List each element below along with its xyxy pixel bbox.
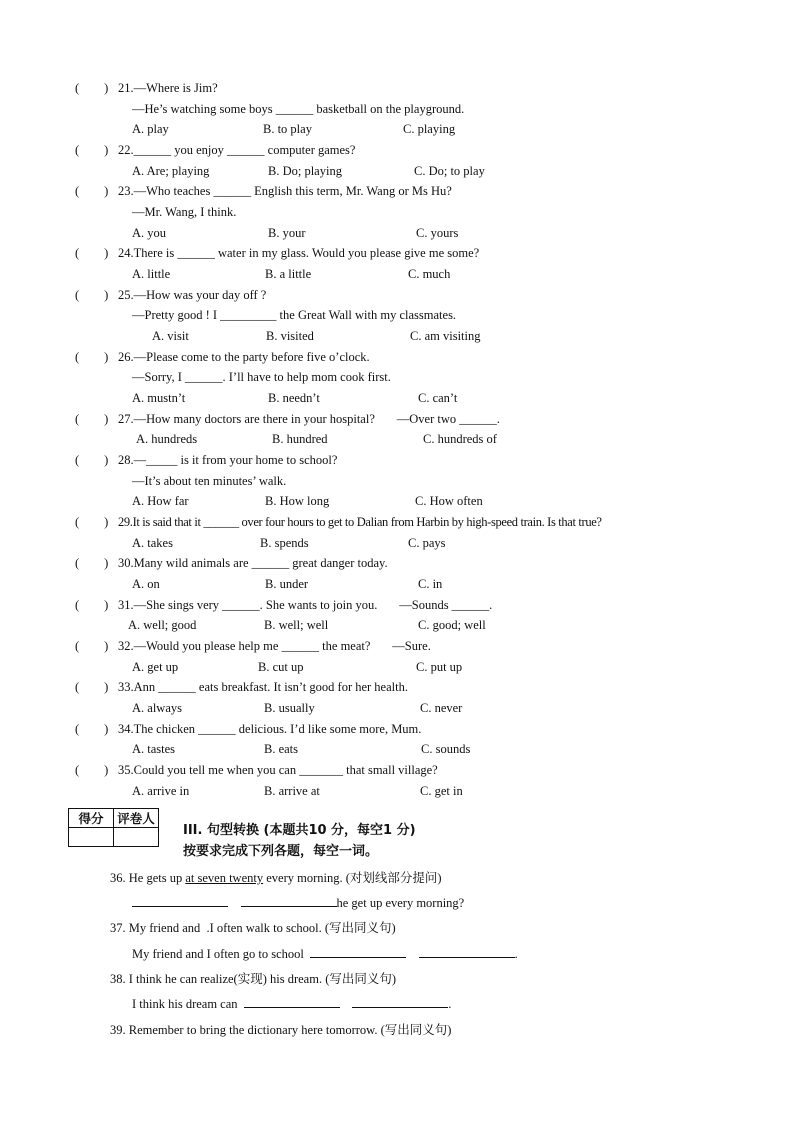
question-25-stem: 25.—How was your day off ? bbox=[118, 288, 267, 302]
option-33-a[interactable]: A. always bbox=[132, 701, 182, 715]
option-22-c[interactable]: C. Do; to play bbox=[414, 164, 485, 178]
question-34-stem: 34.The chicken ______ delicious. I’d like some more, Mum. bbox=[118, 722, 422, 736]
answer-paren-23[interactable]: ( ) bbox=[75, 184, 109, 198]
answer-paren-34[interactable]: ( ) bbox=[75, 722, 109, 736]
option-25-c[interactable]: C. am visiting bbox=[410, 329, 481, 343]
answer-paren-32[interactable]: ( ) bbox=[75, 639, 109, 653]
option-27-a[interactable]: A. hundreds bbox=[136, 432, 198, 446]
option-24-c[interactable]: C. much bbox=[408, 267, 451, 281]
question-23-stem: 23.—Who teaches ______ English this term, Mr. Wang or Ms Hu? bbox=[118, 184, 452, 198]
question-24-stem: 24.There is ______ water in my glass. Would you please give me some? bbox=[118, 246, 480, 260]
option-35-b[interactable]: B. arrive at bbox=[264, 784, 320, 798]
answer-paren-27[interactable]: ( ) bbox=[75, 412, 109, 426]
option-28-b[interactable]: B. How long bbox=[265, 494, 330, 508]
answer-blank[interactable] bbox=[419, 946, 515, 958]
option-25-b[interactable]: B. visited bbox=[266, 329, 314, 343]
option-31-b[interactable]: B. well; well bbox=[264, 618, 329, 632]
option-28-a[interactable]: A. How far bbox=[132, 494, 189, 508]
option-31-c[interactable]: C. good; well bbox=[418, 618, 486, 632]
question-37: 37. My friend and .I often walk to school. (写出同义句) bbox=[110, 921, 396, 935]
option-28-c[interactable]: C. How often bbox=[415, 494, 483, 508]
answer-blank[interactable] bbox=[241, 895, 337, 907]
option-27-c[interactable]: C. hundreds of bbox=[423, 432, 497, 446]
answer-paren-30[interactable]: ( ) bbox=[75, 556, 109, 570]
option-35-a[interactable]: A. arrive in bbox=[132, 784, 190, 798]
option-30-c[interactable]: C. in bbox=[418, 577, 443, 591]
option-24-a[interactable]: A. little bbox=[132, 267, 171, 281]
option-22-a[interactable]: A. Are; playing bbox=[132, 164, 210, 178]
question-30-stem: 30.Many wild animals are ______ great danger today. bbox=[118, 556, 388, 570]
question-28-line2: —It’s about ten minutes’ walk. bbox=[132, 474, 287, 488]
question-22-stem: 22.______ you enjoy ______ computer games? bbox=[118, 143, 356, 157]
option-32-c[interactable]: C. put up bbox=[416, 660, 463, 674]
option-33-c[interactable]: C. never bbox=[420, 701, 463, 715]
answer-paren-28[interactable]: ( ) bbox=[75, 453, 109, 467]
question-26-line2: —Sorry, I ______. I’ll have to help mom cook first. bbox=[132, 370, 391, 384]
question-25-line2: —Pretty good ! I _________ the Great Wall with my classmates. bbox=[132, 308, 457, 322]
grader-cell[interactable] bbox=[114, 828, 159, 847]
option-30-a[interactable]: A. on bbox=[132, 577, 160, 591]
underlined-phrase: at seven twenty bbox=[185, 871, 264, 885]
option-25-a[interactable]: A. visit bbox=[152, 329, 189, 343]
option-29-b[interactable]: B. spends bbox=[260, 536, 309, 550]
question-38: 38. I think he can realize(实现) his dream. (写出同义句) bbox=[110, 972, 397, 986]
option-33-b[interactable]: B. usually bbox=[264, 701, 315, 715]
answer-line-38: I think his dream can . bbox=[132, 997, 452, 1011]
section-title: III. 句型转换 (本题共10 分，每空1 分) bbox=[183, 823, 416, 838]
answer-blank[interactable] bbox=[244, 996, 340, 1008]
question-29-stem: 29.It is said that it ______ over four hours to get to Dalian from Harbin by high-speed train. Is that true? bbox=[118, 515, 602, 529]
answer-blank[interactable] bbox=[352, 996, 448, 1008]
option-26-a[interactable]: A. mustn’t bbox=[132, 391, 186, 405]
answer-paren-29[interactable]: ( ) bbox=[75, 515, 109, 529]
score-cell[interactable] bbox=[69, 828, 114, 847]
question-21-stem: 21.—Where is Jim? bbox=[118, 81, 218, 95]
answer-paren-24[interactable]: ( ) bbox=[75, 246, 109, 260]
option-31-a[interactable]: A. well; good bbox=[128, 618, 197, 632]
question-39: 39. Remember to bring the dictionary here tomorrow. (写出同义句) bbox=[110, 1023, 452, 1037]
question-35-stem: 35.Could you tell me when you can _______ that small village? bbox=[118, 763, 438, 777]
option-34-c[interactable]: C. sounds bbox=[421, 742, 471, 756]
option-34-a[interactable]: A. tastes bbox=[132, 742, 176, 756]
score-header: 得分 bbox=[69, 809, 114, 828]
answer-paren-31[interactable]: ( ) bbox=[75, 598, 109, 612]
option-30-b[interactable]: B. under bbox=[265, 577, 309, 591]
option-35-c[interactable]: C. get in bbox=[420, 784, 463, 798]
answer-paren-26[interactable]: ( ) bbox=[75, 350, 109, 364]
answer-paren-35[interactable]: ( ) bbox=[75, 763, 109, 777]
answer-paren-22[interactable]: ( ) bbox=[75, 143, 109, 157]
question-31-stem: 31.—She sings very ______. She wants to join you. —Sounds ______. bbox=[118, 598, 493, 612]
option-32-a[interactable]: A. get up bbox=[132, 660, 179, 674]
question-26-stem: 26.—Please come to the party before five o’clock. bbox=[118, 350, 370, 364]
answer-paren-25[interactable]: ( ) bbox=[75, 288, 109, 302]
option-23-b[interactable]: B. your bbox=[268, 226, 306, 240]
option-32-b[interactable]: B. cut up bbox=[258, 660, 304, 674]
option-23-c[interactable]: C. yours bbox=[416, 226, 459, 240]
option-27-b[interactable]: B. hundred bbox=[272, 432, 328, 446]
option-29-a[interactable]: A. takes bbox=[132, 536, 173, 550]
question-33-stem: 33.Ann ______ eats breakfast. It isn’t good for her health. bbox=[118, 680, 408, 694]
question-32-stem: 32.—Would you please help me ______ the meat? —Sure. bbox=[118, 639, 431, 653]
answer-paren-33[interactable]: ( ) bbox=[75, 680, 109, 694]
option-26-c[interactable]: C. can’t bbox=[418, 391, 458, 405]
grader-header: 评卷人 bbox=[114, 809, 159, 828]
answer-blank[interactable] bbox=[132, 895, 228, 907]
question-23-line2: —Mr. Wang, I think. bbox=[132, 205, 237, 219]
option-21-a[interactable]: A. play bbox=[132, 122, 169, 136]
question-27-stem: 27.—How many doctors are there in your hospital? —Over two ______. bbox=[118, 412, 500, 426]
option-23-a[interactable]: A. you bbox=[132, 226, 167, 240]
answer-blank[interactable] bbox=[310, 946, 406, 958]
question-21-line2: —He’s watching some boys ______ basketball on the playground. bbox=[132, 102, 465, 116]
option-24-b[interactable]: B. a little bbox=[265, 267, 312, 281]
answer-line-36: he get up every morning? bbox=[132, 895, 464, 911]
answer-paren-21[interactable]: ( ) bbox=[75, 81, 109, 95]
section-instruction: 按要求完成下列各题，每空一词。 bbox=[183, 844, 379, 859]
score-table bbox=[68, 808, 159, 847]
option-22-b[interactable]: B. Do; playing bbox=[268, 164, 342, 178]
option-26-b[interactable]: B. needn’t bbox=[268, 391, 320, 405]
option-34-b[interactable]: B. eats bbox=[264, 742, 299, 756]
option-21-c[interactable]: C. playing bbox=[403, 122, 456, 136]
option-21-b[interactable]: B. to play bbox=[263, 122, 312, 136]
answer-line-37: My friend and I often go to school . bbox=[132, 947, 518, 961]
question-36: 36. He gets up at seven twenty every morning. (对划线部分提问) bbox=[110, 871, 442, 885]
question-28-stem: 28.—_____ is it from your home to school? bbox=[118, 453, 338, 467]
option-29-c[interactable]: C. pays bbox=[408, 536, 446, 550]
